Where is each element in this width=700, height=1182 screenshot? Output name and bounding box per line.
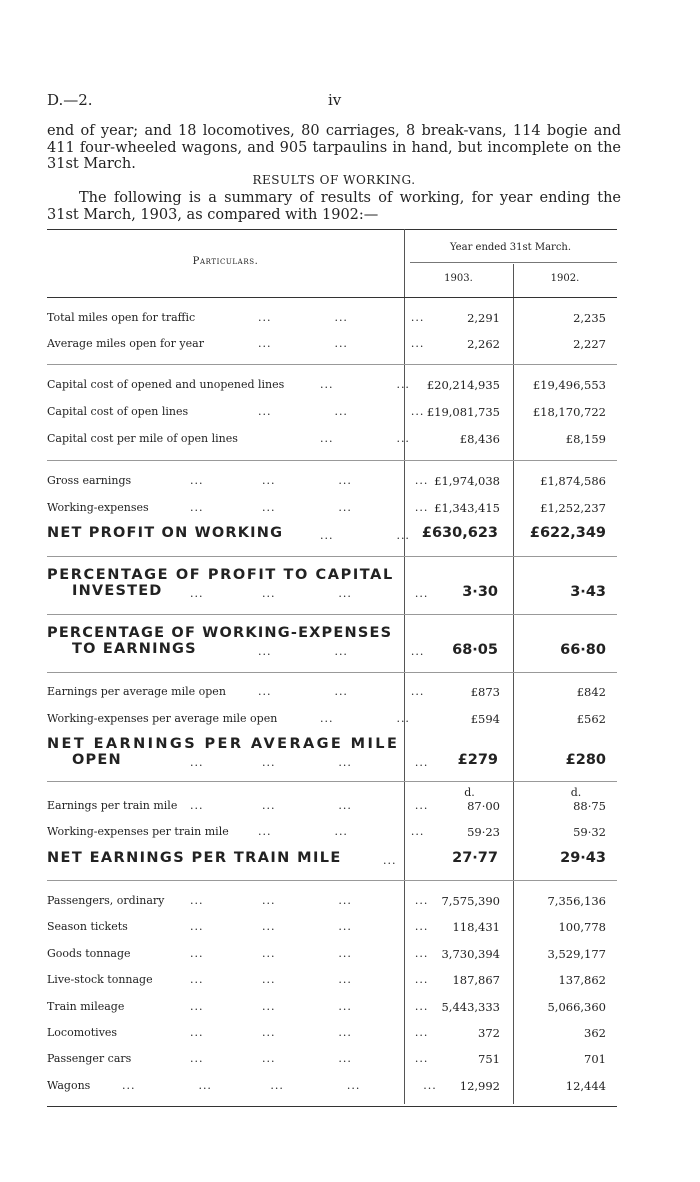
value-1903: 372 (478, 1026, 500, 1040)
intro-paragraph: end of year; and 18 locomotives, 80 carriages, 8 break-vans, 114 bogie and 411 four-wheeled wagons, and 905 tarpaulins in hand, but incomplete on the 31st March. (47, 123, 621, 172)
leader-dots: ... ... ... ... (190, 1052, 429, 1065)
value-1902: 100,778 (558, 920, 606, 934)
leader-dots: ... ... ... (258, 825, 425, 838)
year-group-rule (410, 262, 617, 263)
table-header-rule (47, 297, 617, 298)
row-label: Passenger cars (47, 1052, 132, 1065)
net-earnings-train-label: NET EARNINGS PER TRAIN MILE (47, 850, 342, 866)
percentage-expenses-1903: 68·05 (452, 642, 498, 658)
leader-dots: ... ... ... (258, 685, 425, 698)
percentage-profit-label-line2: INVESTED (72, 583, 163, 599)
value-1903: 87·00 (467, 799, 500, 813)
value-1902: 59·32 (573, 825, 606, 839)
value-1903: 3,730,394 (441, 947, 500, 961)
leader-dots: ... ... ... ... (190, 947, 429, 960)
leader-dots: ... ... ... (258, 405, 425, 418)
leader-dots: ... ... ... ... (190, 474, 429, 487)
value-1902: £562 (576, 712, 606, 726)
value-1902: £1,874,586 (540, 474, 606, 488)
page-number: iv (328, 91, 342, 109)
row-label: Locomotives (47, 1026, 118, 1039)
leader-dots: ... ... (320, 378, 410, 391)
group-separator (47, 614, 617, 615)
table-bottom-rule (47, 1106, 617, 1107)
group-separator (47, 781, 617, 782)
value-1903: £873 (470, 685, 500, 699)
value-1903: 2,262 (467, 337, 500, 351)
unit-pence-1903: d. (464, 786, 475, 799)
leader-dots: ... ... ... ... (190, 587, 429, 600)
value-1902: 88·75 (573, 799, 606, 813)
value-1902: 5,066,360 (547, 1000, 606, 1014)
value-1903: 187,867 (452, 973, 500, 987)
leader-dots: ... ... ... (258, 311, 425, 324)
row-label: Goods tonnage (47, 947, 131, 960)
leader-dots: ... ... (320, 529, 410, 542)
row-label: Working-expenses per train mile (47, 825, 229, 838)
value-1903: £8,436 (459, 432, 500, 446)
value-1903: £1,974,038 (434, 474, 500, 488)
row-label: Passengers, ordinary (47, 894, 165, 907)
value-1903: 751 (478, 1052, 500, 1066)
percentage-expenses-label-line1: PERCENTAGE OF WORKING-EXPENSES (47, 625, 393, 641)
section-heading: RESULTS OF WORKING. (252, 173, 416, 187)
value-1903: £1,343,415 (434, 501, 500, 515)
net-profit-1902: £622,349 (529, 525, 606, 541)
leader-dots: ... ... ... ... (190, 1026, 429, 1039)
value-1902: 2,227 (573, 337, 606, 351)
percentage-profit-1903: 3·30 (462, 584, 498, 600)
row-label: Live-stock tonnage (47, 973, 153, 986)
year-1902-header: 1902. (550, 273, 580, 284)
row-label: Working-expenses per average mile open (47, 712, 278, 725)
leader-dots: ... ... ... (258, 337, 425, 350)
table-top-rule (47, 229, 617, 230)
row-label: Earnings per train mile (47, 799, 178, 812)
net-earnings-mile-1902: £280 (565, 752, 606, 768)
value-1902: £1,252,237 (540, 501, 606, 515)
leader-dots: ... ... (320, 712, 410, 725)
group-separator (47, 460, 617, 461)
value-1902: 2,235 (573, 311, 606, 325)
leader-dots: ... (383, 854, 397, 867)
leader-dots: ... ... ... (258, 645, 425, 658)
unit-pence-1902: d. (570, 786, 582, 799)
value-1903: 2,291 (467, 311, 500, 325)
row-label: Total miles open for traffic (47, 311, 196, 324)
net-earnings-mile-1903: £279 (457, 752, 498, 768)
value-1903: 12,992 (459, 1079, 500, 1093)
value-1902: 701 (584, 1052, 606, 1066)
year-ended-header: Year ended 31st March. (449, 242, 572, 253)
net-earnings-train-1903: 27·77 (452, 850, 498, 866)
value-1902: £8,159 (565, 432, 606, 446)
group-separator (47, 556, 617, 557)
net-profit-1903: £630,623 (421, 525, 498, 541)
row-label: Gross earnings (47, 474, 132, 487)
net-earnings-mile-label-line2: OPEN (72, 752, 122, 768)
percentage-expenses-label-line2: TO EARNINGS (72, 641, 197, 657)
row-label: Season tickets (47, 920, 128, 933)
value-1902: £19,496,553 (532, 378, 606, 392)
leader-dots: ... ... ... ... (190, 920, 429, 933)
row-label: Average miles open for year (47, 337, 204, 350)
value-1902: £842 (576, 685, 606, 699)
group-separator (47, 364, 617, 365)
year-1903-header: 1903. (444, 273, 473, 284)
row-label: Capital cost per mile of open lines (47, 432, 238, 445)
leader-dots: ... ... (320, 432, 410, 445)
row-label: Earnings per average mile open (47, 685, 226, 698)
value-1902: 362 (584, 1026, 606, 1040)
value-1903: 5,443,333 (441, 1000, 500, 1014)
net-earnings-mile-label-line1: NET EARNINGS PER AVERAGE MILE (47, 736, 400, 752)
leader-dots: ... ... ... ... (190, 799, 429, 812)
value-1903: £19,081,735 (426, 405, 500, 419)
leader-dots: ... ... ... ... (190, 894, 429, 907)
percentage-expenses-1902: 66·80 (560, 642, 606, 658)
leader-dots: ... ... ... ... (190, 1000, 429, 1013)
percentage-profit-1902: 3·43 (570, 584, 606, 600)
group-separator (47, 672, 617, 673)
value-1902: £18,170,722 (532, 405, 606, 419)
value-1902: 7,356,136 (547, 894, 606, 908)
row-label: Capital cost of opened and unopened lines (47, 378, 285, 391)
row-label: Capital cost of open lines (47, 405, 189, 418)
document-reference: D.—2. (47, 91, 93, 109)
net-earnings-train-1902: 29·43 (560, 850, 606, 866)
value-1902: 12,444 (565, 1079, 606, 1093)
leader-dots: ... ... ... ... (190, 756, 429, 769)
row-label: Working-expenses (47, 501, 149, 514)
row-label: Train mileage (47, 1000, 125, 1013)
net-profit-label: NET PROFIT ON WORKING (47, 525, 284, 541)
summary-paragraph: The following is a summary of results of working, for year ending the 31st March, 1903, as compared with 1902:— (47, 190, 621, 223)
group-separator (47, 880, 617, 881)
leader-dots: ... ... ... ... (190, 973, 429, 986)
value-1903: £20,214,935 (426, 378, 500, 392)
value-1903: 118,431 (452, 920, 500, 934)
value-1903: £594 (470, 712, 500, 726)
leader-dots: ... ... ... ... (190, 501, 429, 514)
value-1903: 59·23 (467, 825, 500, 839)
leader-dots: ... ... ... ... ... (122, 1079, 437, 1092)
value-1903: 7,575,390 (441, 894, 500, 908)
value-1902: 137,862 (558, 973, 606, 987)
value-1902: 3,529,177 (547, 947, 606, 961)
particulars-header: Particulars. (192, 256, 259, 267)
percentage-profit-label-line1: PERCENTAGE OF PROFIT TO CAPITAL (47, 567, 394, 583)
row-label: Wagons (47, 1079, 91, 1092)
